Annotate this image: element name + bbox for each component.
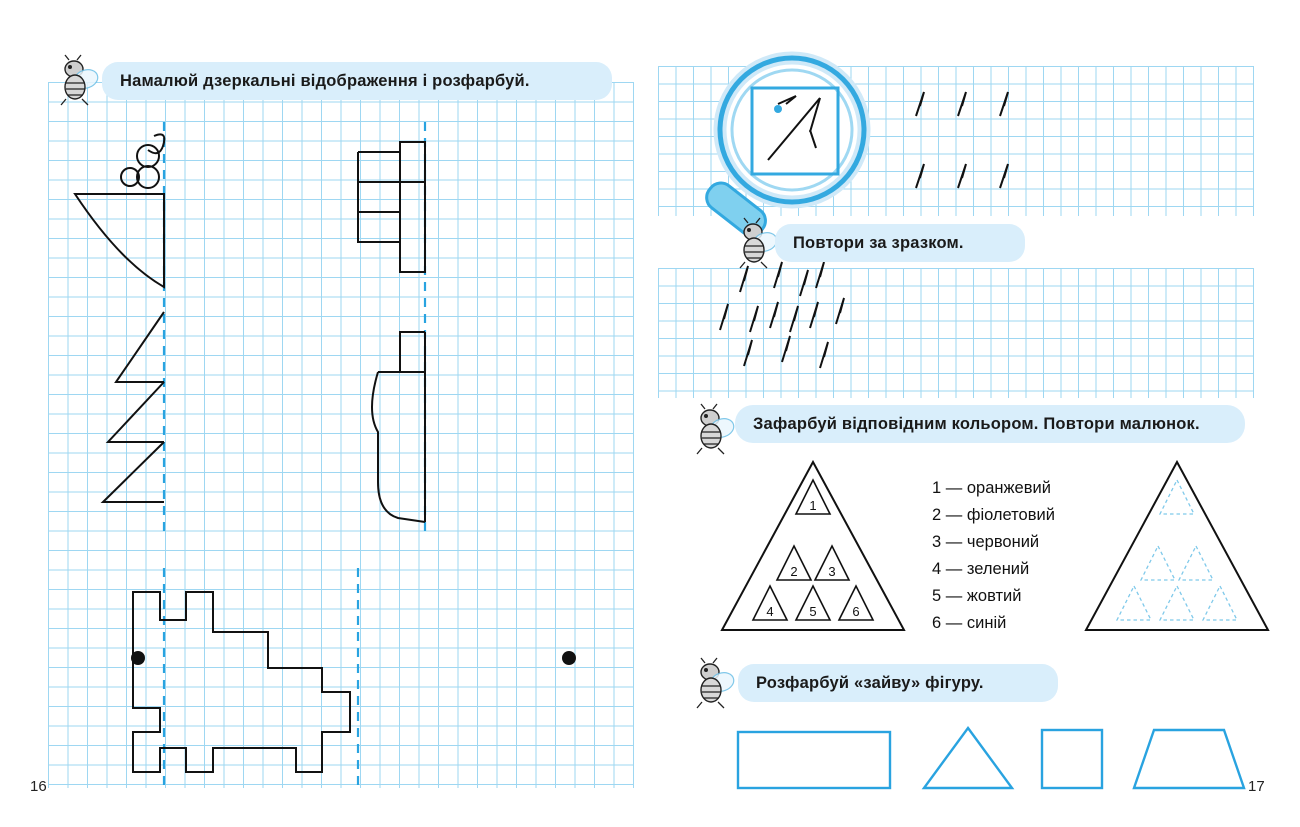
triangle-cell-1: 1	[809, 498, 817, 513]
legend-row	[932, 610, 1055, 637]
legend-dash: —	[945, 587, 963, 605]
page-number-left-text: 16	[30, 778, 47, 795]
legend-number: 3	[932, 533, 942, 551]
task-text: Намалюй дзеркальні відображення і розфарбуй.	[120, 72, 530, 90]
bee-icon	[692, 404, 734, 456]
legend-number: 4	[932, 560, 942, 578]
triangle-cell-3: 3	[828, 564, 836, 579]
legend-dash: —	[945, 614, 963, 632]
figure-triangle	[924, 728, 1012, 788]
figure-rectangle	[738, 732, 890, 788]
page-number-right-text: 17	[1248, 778, 1265, 795]
triangle-cell-6: 6	[852, 604, 860, 619]
figures-row	[730, 700, 1250, 810]
task-bubble-extra-figure	[738, 664, 1058, 702]
legend-row	[932, 475, 1055, 502]
task-text: Розфарбуй «зайву» фігуру.	[756, 674, 984, 692]
color-legend	[932, 475, 1055, 637]
legend-number: 1	[932, 479, 942, 497]
page-number-left	[30, 778, 47, 795]
legend-dash: —	[945, 560, 963, 578]
legend-number: 6	[932, 614, 942, 632]
legend-color-name: зелений	[966, 560, 1030, 578]
page-number-right	[1248, 778, 1265, 795]
task-text: Зафарбуй відповідним кольором. Повтори малюнок.	[753, 415, 1200, 433]
legend-number: 5	[932, 587, 942, 605]
legend-dash: —	[945, 533, 963, 551]
triangle-cell-2: 2	[790, 564, 798, 579]
bee-icon	[735, 218, 777, 270]
legend-dash: —	[945, 479, 963, 497]
task-bubble-repeat	[775, 224, 1025, 262]
triangle-cell-4: 4	[766, 604, 774, 619]
legend-row	[932, 583, 1055, 610]
triangle-cell-5: 5	[809, 604, 817, 619]
legend-color-name: синій	[966, 614, 1007, 632]
figure-trapezoid	[1134, 730, 1244, 788]
legend-color-name: оранжевий	[966, 479, 1051, 497]
left-drawings	[48, 82, 634, 788]
legend-row	[932, 502, 1055, 529]
legend-row	[932, 556, 1055, 583]
legend-number: 2	[932, 506, 942, 524]
legend-color-name: жовтий	[966, 587, 1022, 605]
task-bubble-color-by-number	[735, 405, 1245, 443]
legend-color-name: фіолетовий	[966, 506, 1055, 524]
legend-color-name: червоний	[966, 533, 1040, 551]
task-text: Повтори за зразком.	[793, 234, 964, 252]
legend-row	[932, 529, 1055, 556]
legend-dash: —	[945, 506, 963, 524]
trace-triangle	[1082, 458, 1272, 638]
bee-icon	[692, 658, 734, 710]
numbered-triangle	[718, 458, 908, 638]
figure-square	[1042, 730, 1102, 788]
